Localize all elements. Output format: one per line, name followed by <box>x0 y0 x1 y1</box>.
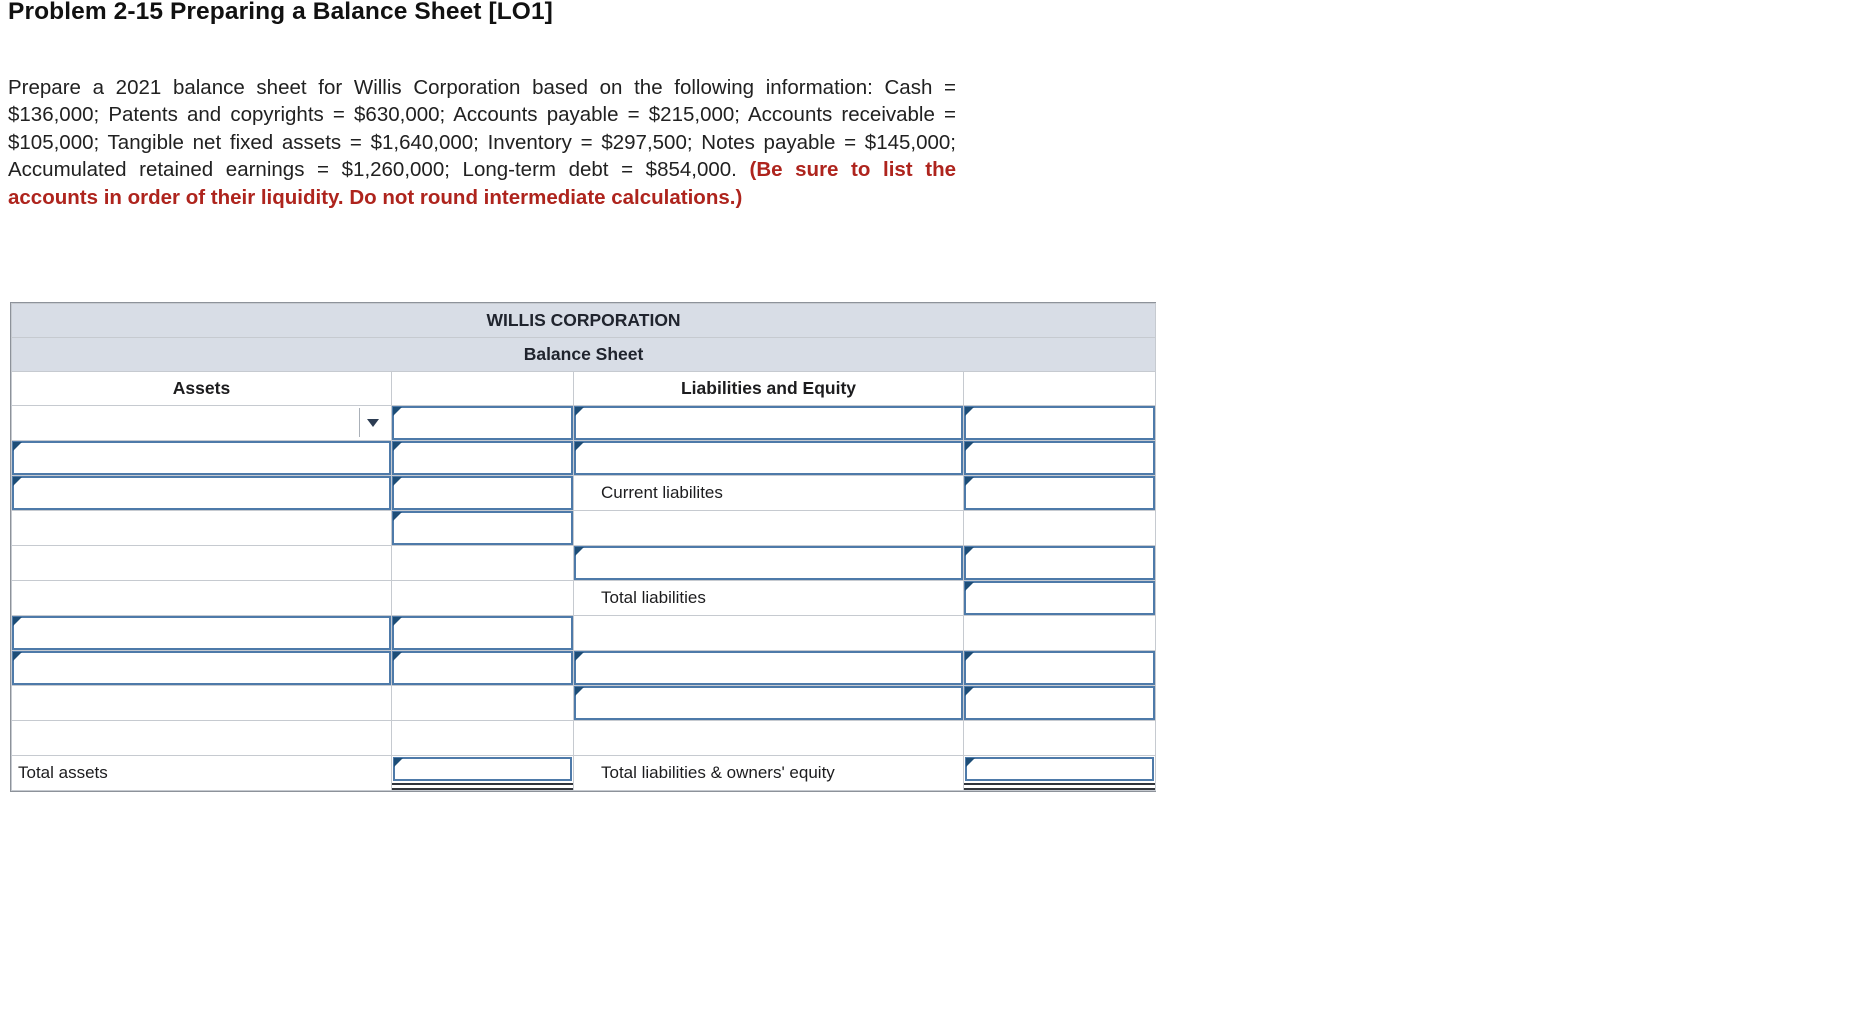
current-liabilities-label: Current liabilites <box>574 476 964 511</box>
cell-marker-icon <box>393 407 402 416</box>
cell-marker-icon <box>965 547 974 556</box>
cell <box>964 651 1156 686</box>
empty-cell <box>574 721 964 756</box>
asset-account-input-r8[interactable] <box>12 651 391 685</box>
empty-cell <box>12 581 392 616</box>
empty-cell <box>964 511 1156 546</box>
empty-cell <box>392 372 574 406</box>
liability-amount-input-r2[interactable] <box>964 441 1155 475</box>
cell-marker-icon <box>13 617 22 626</box>
asset-account-dropdown-cell <box>12 406 392 441</box>
problem-note: (Be sure to list the accounts in order of their liquidity. Do not round intermediate calculations.) <box>8 158 956 209</box>
cell <box>392 511 574 546</box>
sheet-row-5 <box>12 546 1156 581</box>
liability-amount-input-r5[interactable] <box>964 546 1155 580</box>
empty-cell <box>392 686 574 721</box>
cell-marker-icon <box>965 407 974 416</box>
cell <box>12 441 392 476</box>
liability-account-input-r8[interactable] <box>574 651 963 685</box>
sheet-title-row <box>12 338 1156 372</box>
sheet-row-3 <box>12 476 1156 511</box>
cell <box>964 581 1156 616</box>
cell-marker-icon <box>575 407 584 416</box>
cell-marker-icon <box>965 582 974 591</box>
cell <box>12 616 392 651</box>
empty-cell <box>964 372 1156 406</box>
cell <box>574 441 964 476</box>
empty-cell <box>12 546 392 581</box>
double-rule <box>964 783 1155 790</box>
double-rule <box>392 783 573 790</box>
cell <box>574 651 964 686</box>
cell <box>964 686 1156 721</box>
liability-amount-input-r9[interactable] <box>964 686 1155 720</box>
sheet-row-9 <box>12 686 1156 721</box>
total-liabilities-amount-input[interactable] <box>964 581 1155 615</box>
cell <box>574 546 964 581</box>
cell-marker-icon <box>966 758 975 767</box>
empty-cell <box>574 511 964 546</box>
total-liabilities-label: Total liabilities <box>574 581 964 616</box>
asset-amount-input-r2[interactable] <box>392 441 573 475</box>
cell-marker-icon <box>393 477 402 486</box>
asset-amount-input-r4[interactable] <box>392 511 573 545</box>
sheet-row-6 <box>12 581 1156 616</box>
empty-cell <box>12 511 392 546</box>
cell <box>392 406 574 441</box>
cell <box>12 651 392 686</box>
cell <box>574 406 964 441</box>
cell-marker-icon <box>965 652 974 661</box>
asset-amount-input-r1[interactable] <box>392 406 573 440</box>
sheet-row-1 <box>12 406 1156 441</box>
cell-marker-icon <box>393 442 402 451</box>
cell-marker-icon <box>575 442 584 451</box>
cell-marker-icon <box>13 442 22 451</box>
cell-marker-icon <box>13 477 22 486</box>
sheet-row-totals <box>12 756 1156 791</box>
column-header-row <box>12 372 1156 406</box>
cell <box>964 756 1156 791</box>
cell <box>574 686 964 721</box>
cell-marker-icon <box>393 617 402 626</box>
empty-cell <box>574 616 964 651</box>
cell <box>964 441 1156 476</box>
empty-cell <box>392 721 574 756</box>
liability-amount-input-r3[interactable] <box>964 476 1155 510</box>
cell <box>392 616 574 651</box>
asset-amount-input-r7[interactable] <box>392 616 573 650</box>
total-liabilities-equity-amount-input[interactable] <box>965 757 1154 781</box>
empty-cell <box>964 721 1156 756</box>
asset-account-dropdown[interactable] <box>14 408 386 437</box>
cell-marker-icon <box>393 512 402 521</box>
sheet-row-8 <box>12 651 1156 686</box>
empty-cell <box>12 721 392 756</box>
problem-text: Prepare a 2021 balance sheet for Willis Corporation based on the following information: Cash = $136,000; Patents and copyrights = $630,000; Accounts payable = $215,000; Accounts receivable = $105,000; Tangible net fixed assets = $1,640,000; Inventory = $297,500; Notes payable = $145,000; Accumulated retained earnings = $1,260,000; Long-term debt = $854,000. <box>8 76 956 182</box>
sheet-row-10 <box>12 721 1156 756</box>
balance-sheet-worksheet <box>10 302 1156 792</box>
cell-marker-icon <box>13 652 22 661</box>
sheet-title-header: Balance Sheet <box>12 338 1156 372</box>
problem-title: Problem 2-15 Preparing a Balance Sheet [LO1] <box>8 0 553 25</box>
liability-amount-input-r8[interactable] <box>964 651 1155 685</box>
liabilities-column-header: Liabilities and Equity <box>574 372 964 406</box>
cell <box>12 476 392 511</box>
cell <box>392 756 574 791</box>
balance-sheet-table <box>11 303 1156 791</box>
cell <box>392 441 574 476</box>
liability-account-input-r1[interactable] <box>574 406 963 440</box>
cell <box>964 406 1156 441</box>
empty-cell <box>12 686 392 721</box>
cell-marker-icon <box>393 652 402 661</box>
asset-account-input-r3[interactable] <box>12 476 391 510</box>
cell <box>964 546 1156 581</box>
empty-cell <box>392 581 574 616</box>
total-liabilities-equity-label: Total liabilities & owners' equity <box>574 756 964 791</box>
cell <box>392 651 574 686</box>
cell-marker-icon <box>575 547 584 556</box>
sheet-row-7 <box>12 616 1156 651</box>
asset-account-input-r2[interactable] <box>12 441 391 475</box>
asset-amount-input-r8[interactable] <box>392 651 573 685</box>
liability-account-input-r2[interactable] <box>574 441 963 475</box>
liability-account-input-r9[interactable] <box>574 686 963 720</box>
cell-marker-icon <box>394 758 403 767</box>
assets-column-header: Assets <box>12 372 392 406</box>
asset-account-input-r7[interactable] <box>12 616 391 650</box>
cell <box>392 476 574 511</box>
problem-statement <box>8 74 956 211</box>
liability-account-input-r5[interactable] <box>574 546 963 580</box>
asset-amount-input-r3[interactable] <box>392 476 573 510</box>
cell-marker-icon <box>575 687 584 696</box>
empty-cell <box>964 616 1156 651</box>
total-assets-label: Total assets <box>12 756 392 791</box>
sheet-row-2 <box>12 441 1156 476</box>
total-assets-amount-input[interactable] <box>393 757 572 781</box>
empty-cell <box>392 546 574 581</box>
liability-amount-input-r1[interactable] <box>964 406 1155 440</box>
cell-marker-icon <box>965 442 974 451</box>
cell <box>964 476 1156 511</box>
cell-marker-icon <box>965 687 974 696</box>
sheet-row-4 <box>12 511 1156 546</box>
cell-marker-icon <box>575 652 584 661</box>
company-header-row <box>12 304 1156 338</box>
cell-marker-icon <box>965 477 974 486</box>
company-name-header: WILLIS CORPORATION <box>12 304 1156 338</box>
